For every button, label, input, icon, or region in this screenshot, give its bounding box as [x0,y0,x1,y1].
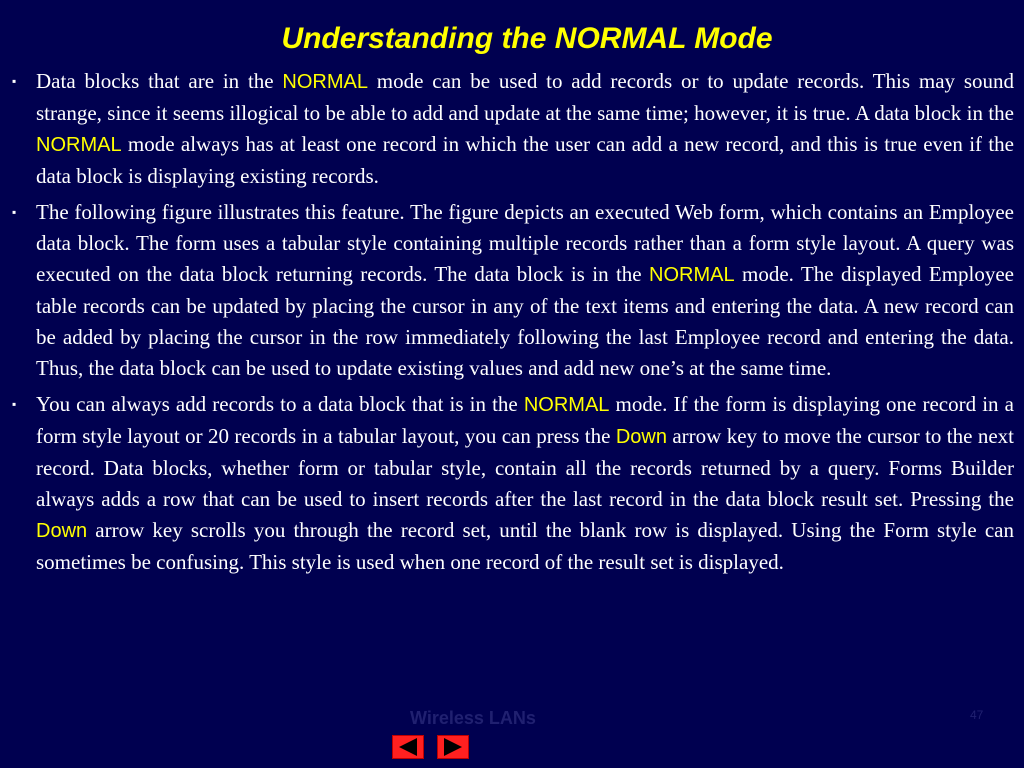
bullet-text: arrow key scrolls you through the record set, until the blank row is displayed. Using the Form style can sometimes be confusing. This style is used when one record of the result set is displayed. [36,518,1014,574]
bullet-list [12,66,1014,583]
bullet-text: mode can be used to add records or to update records. This may sound strange, since it seems illogical to be able to add and update at the same time; however, it is true. A data block in the [36,69,1014,125]
bullet-icon: ▪ [12,397,17,411]
right-arrow-icon [438,736,468,758]
bullet-text: mode. If the form is displaying one record in a form style layout or 20 records in a tabular layout, you can press the [36,392,1014,448]
page-number: 47 [970,708,984,722]
bullet-icon: ▪ [12,205,17,219]
bullet-text: Data blocks that are in the [36,69,283,93]
bullet-text: You can always add records to a data block that is in the [36,392,524,416]
keyword-normal: NORMAL [649,264,735,286]
bullet-text: mode. The displayed Employee table records can be updated by placing the cursor in any of the text items and entering the data. A new record can be added by placing the cursor in the row immediately following the last Employee record and entering the data. Thus, the data block can be used to update existing values and add new one’s at the same time. [36,262,1015,380]
slide-title: Understanding the NORMAL Mode [281,22,773,55]
footer-title: Wireless LANs [410,708,536,728]
bullet-item-1 [12,66,1014,192]
previous-slide-button[interactable] [392,735,424,759]
keyword-normal: NORMAL [282,71,368,93]
keyword-down: Down [36,520,88,542]
bullet-item-2 [12,197,1014,384]
left-arrow-icon [393,736,423,758]
bullet-text: arrow key to move the cursor to the next record. Data blocks, whether form or tabular style, contain all the records returned by a query. Forms Builder always adds a row that can be used to insert records after the last record in the data block result set. Pressing the [36,424,1014,511]
bullet-text: mode always has at least one record in which the user can add a new record, and this is true even if the data block is displaying existing records. [36,132,1014,188]
bullet-icon: ▪ [12,74,17,88]
bullet-item-3 [12,389,1014,578]
keyword-normal: NORMAL [523,394,610,416]
bullet-text: The following figure illustrates this feature. The figure depicts an executed Web form, which contains an Employee data block. The form uses a tabular style containing multiple records rather than a form style layout. A query was executed on the data block returning records. The data block is in the [36,200,1014,286]
keyword-down: Down [615,426,667,448]
next-slide-button[interactable] [437,735,469,759]
keyword-normal: NORMAL [36,134,122,156]
